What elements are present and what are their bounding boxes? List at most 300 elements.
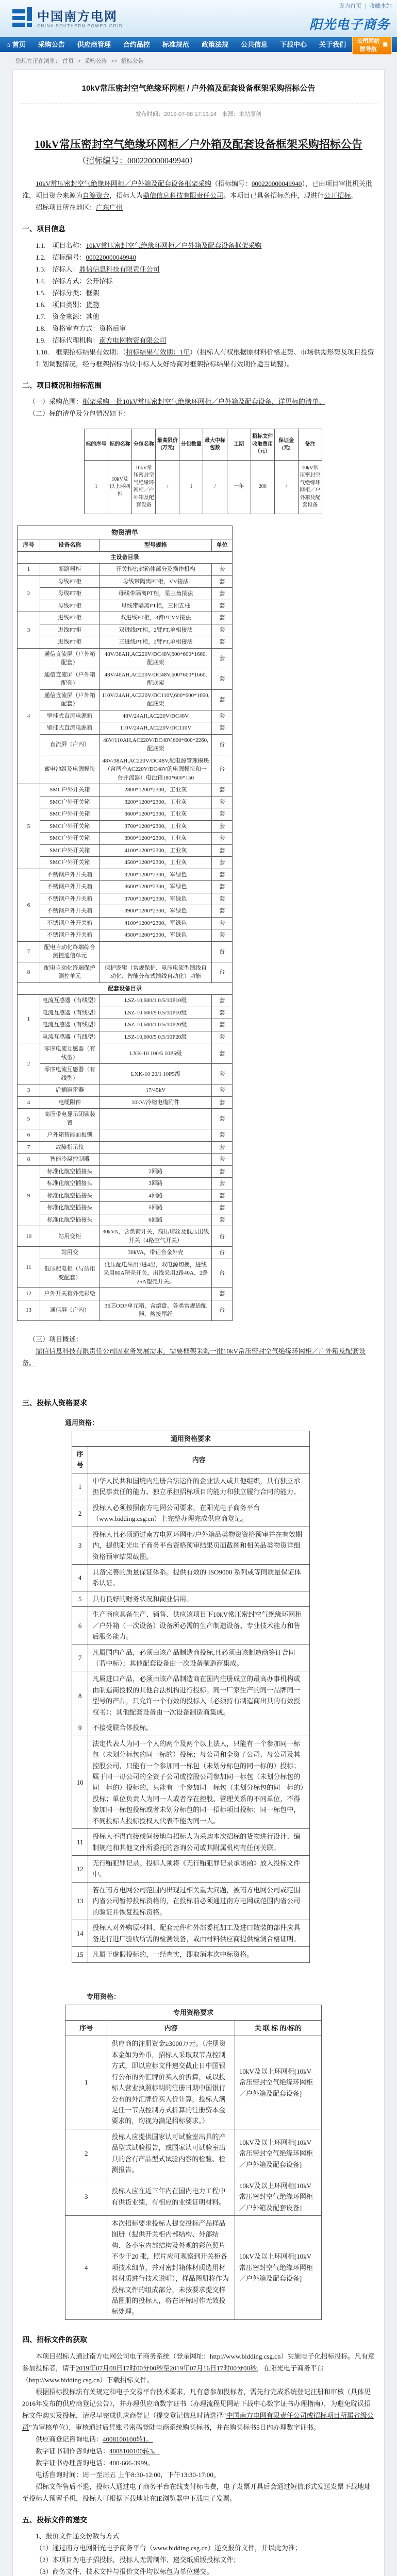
table-row — [72, 1431, 310, 1446]
home-icon: ⌂ — [6, 41, 10, 48]
table-row — [18, 526, 233, 539]
materials-unit: 套 — [212, 722, 233, 735]
table-row — [18, 881, 233, 893]
nav-item-3[interactable]: 合约品控 — [123, 41, 150, 48]
materials-unit: 台 — [212, 1247, 233, 1259]
generic-content: 具有良好的财务状况和商业信用。 — [88, 1591, 310, 1606]
materials-name: 不锈钢户外开关箱 — [40, 869, 100, 881]
paragraph: 根据招标投标法有关规定和电子交易平台技术要求，凡有意参加投标者，需先行完成系统登记注册和审核（具体见2016年发布的供应商登记公告），并办理供应商数字证书（办理流程见网站下载中心数字证书办理指南），为避免耽误招标文件购买及投标，请尽早完成供应商登记（提交登记信息时请选择“中国南方电网有限责任公司或招标项目所属省级公司”为审核单位），审核通过后凭账号密码登陆电商系统购买标书，并在购买标书5日内办理数字证书。 — [22, 2387, 374, 2431]
materials-unit: 套 — [212, 1109, 233, 1129]
materials-name: 低压配电柜（与站用变配套） — [40, 1259, 100, 1288]
table-row — [18, 710, 233, 722]
materials-unit: 台 — [212, 755, 233, 784]
materials-name: 不锈钢户外开关箱 — [40, 881, 100, 893]
table-row — [18, 689, 233, 710]
table-row — [18, 808, 233, 821]
materials-spec: 48V/110AH,AC220V/DC48V,600*600*2260,配底架 — [100, 734, 212, 755]
page-title: 10kV常压密封空气绝缘环网柜 / 户外箱及配套设备框架采购招标公告 — [20, 70, 377, 104]
materials-unit: 套 — [212, 917, 233, 929]
lots-cell: / — [274, 460, 298, 514]
table-row — [72, 1856, 310, 1883]
generic-no: 15 — [72, 1947, 88, 1962]
breadcrumb-separator: >> — [110, 58, 118, 64]
materials-unit: 台 — [212, 1226, 233, 1247]
table-row — [18, 1300, 233, 1320]
table-row — [18, 1226, 233, 1247]
nav-item-4[interactable]: 标准规范 — [162, 41, 189, 48]
materials-spec: 48V/24AH,AC220V/DC48V — [100, 710, 212, 722]
table-row — [72, 1447, 310, 1473]
materials-name: 通信直流屏（户外箱配套） — [40, 669, 100, 689]
materials-spec: 3200*1200*2300，军绿色 — [100, 869, 212, 881]
materials-unit: 套 — [212, 1084, 233, 1097]
materials-spec: 母线带隔离PT柜，三相五柱 — [100, 600, 212, 612]
materials-unit: 套 — [212, 1129, 233, 1142]
generic-content: 凡属进口产品，必须由该产品制造商在国内注册成立的最高办事机构或由制造商授权的其他合法机构进行投标。同一厂家生产的同一品牌同一型号的产品，只允许一个有效的投标人（必须持有制造商出具的有效授权书）；其他配套设备由一次设备制造商集成。 — [88, 1671, 310, 1720]
generic-header: 内容 — [88, 1447, 310, 1473]
materials-name: 电流互感器（有线型） — [40, 995, 100, 1007]
materials-unit: 套 — [212, 1019, 233, 1031]
section-1-heading: 一、项目信息 — [22, 224, 65, 233]
table-row — [18, 755, 233, 784]
materials-name: 标准化航空插接头 — [40, 1202, 100, 1214]
paragraph: 1、报价文件递交份数与方式 — [36, 2532, 120, 2540]
materials-spec — [100, 1288, 212, 1300]
materials-name: SMC户外开关箱 — [40, 796, 100, 808]
generic-no: 11 — [72, 1829, 88, 1856]
lots-cell: 10kV及以上环网柜 — [108, 460, 132, 514]
materials-name: 断路器柜 — [40, 564, 100, 576]
materials-unit: 套 — [212, 1043, 233, 1064]
breadcrumb-current[interactable]: 招标公告 — [121, 58, 144, 64]
materials-spec: 48V/40AH,AC220V/DC48V,600*600*1660,配底架 — [100, 669, 212, 689]
table-row — [18, 1214, 233, 1226]
materials-unit: 套 — [212, 796, 233, 808]
table-row — [18, 1247, 233, 1259]
table-row — [72, 1920, 310, 1947]
materials-unit: 套 — [212, 905, 233, 918]
document-title: 10kV常压密封空气绝缘环网柜／户外箱及配套设备框架采购招标公告 — [35, 138, 362, 150]
materials-spec — [100, 1129, 212, 1142]
special-header: 关 联 标 的/标的 — [235, 2020, 321, 2036]
table-row — [18, 636, 233, 649]
table-row — [18, 612, 233, 624]
logo-text — [37, 10, 123, 28]
tender-number-line: （招标编号：000220000049940） — [78, 156, 198, 165]
table-row — [18, 784, 233, 796]
paragraph: 1.9. 招标代理机构：南方电网物资有限公司 — [36, 336, 167, 344]
materials-spec: 10kV/冷缩电缆附件 — [100, 1096, 212, 1109]
materials-unit: 套 — [212, 564, 233, 576]
materials-spec: 2800*1200*2300，工业灰 — [100, 784, 212, 796]
materials-name: 智能冷凝控制器 — [40, 1154, 100, 1166]
publish-time-label: 发布时间： — [135, 111, 164, 117]
materials-unit: 套 — [212, 893, 233, 905]
materials-name: 壁挂式直流电源箱 — [40, 722, 100, 735]
table-row — [65, 2005, 322, 2020]
table-row — [65, 2036, 322, 2129]
materials-spec: 双进线PT柜，3臂PT,VV接法 — [100, 612, 212, 624]
materials-spec: 4500*1200*2300，工业灰 — [100, 857, 212, 869]
table-row — [72, 1947, 310, 1962]
table-row — [72, 1829, 310, 1856]
materials-unit: 套 — [212, 833, 233, 845]
materials-spec: 48V/38AH,AC220V/DC48V,配电源管理模块（含两台AC220V/DC48V的电源模块和一台并流器）电池箱180*600*150 — [100, 755, 212, 784]
paragraph: 本项目招标人通过南方电网公司电子商务系统（登录网址：http://www.bidding.csg.cn）实施电子化招标投标。凡有意参加投标者，请于2019年07月08日17时00分00秒至2019年07月16日17时00分00秒，在阳光电子商务平台（http://www.bidding.csg.cn）下载招标文件。 — [22, 2352, 375, 2384]
materials-no: 3 — [18, 1084, 40, 1097]
special-no: 1 — [65, 2036, 107, 2129]
generic-no: 3 — [72, 1527, 88, 1564]
lots-cell: 10kV常压密封空气绝缘环网柜／户外箱及配套设备 — [132, 460, 156, 514]
source-value: 本站原创 — [239, 111, 262, 117]
generic-no: 13 — [72, 1882, 88, 1920]
nav-items — [0, 37, 352, 52]
materials-unit: 套 — [212, 808, 233, 821]
site-group-nav-button[interactable] — [352, 35, 392, 55]
lots-header: 招标文件收取费用（元） — [251, 429, 274, 461]
lots-cell: 10kV常压密封空气绝缘环网柜／户外箱及配套设备 — [298, 460, 322, 514]
generic-header: 序号 — [72, 1447, 88, 1473]
materials-unit: 套 — [212, 1064, 233, 1084]
materials-name: 不锈钢户外开关箱 — [40, 905, 100, 918]
materials-unit: 套 — [212, 636, 233, 649]
table-row — [72, 1473, 310, 1500]
table-row — [18, 722, 233, 735]
utility-links — [339, 2, 392, 10]
document-body — [13, 120, 384, 2576]
materials-unit: 套 — [212, 1190, 233, 1202]
lots-header: 最高限价(万元) — [156, 429, 179, 461]
materials-no: 2 — [18, 1043, 40, 1084]
generic-qualification-label: 通用资格： — [65, 1418, 99, 1427]
table-row — [18, 857, 233, 869]
materials-name: 配电自动化终端保护测控单元 — [40, 962, 100, 982]
materials-no: 1 — [18, 564, 40, 576]
table-row — [18, 995, 233, 1007]
nav-item-0[interactable]: ⌂ 首页 — [6, 41, 26, 48]
special-no: 2 — [65, 2129, 107, 2178]
generic-no: 4 — [72, 1564, 88, 1591]
content-card — [12, 70, 385, 2576]
materials-spec: 3700*1200*2300，工业灰 — [100, 820, 212, 833]
materials-unit: 套 — [212, 857, 233, 869]
lots-cell: 1 — [179, 460, 203, 514]
favorite-link[interactable]: 收藏本站 — [369, 3, 392, 9]
materials-name: SMC户外开关箱 — [40, 844, 100, 857]
materials-section: 主设备目录 — [18, 551, 233, 564]
section-4-body — [22, 2350, 375, 2504]
site-logo[interactable] — [11, 7, 123, 31]
table-row — [18, 624, 233, 636]
materials-name: 标准化航空插接头 — [40, 1165, 100, 1178]
table-row — [18, 1007, 233, 1019]
generic-no: 8 — [72, 1671, 88, 1720]
materials-spec: 36芯ODF单元箱，含熔盘、各类常规适配器、熔接尾纤 — [100, 1300, 212, 1320]
table-row — [18, 796, 233, 808]
materials-spec: 母线带隔离PT柜，星三角接法 — [100, 588, 212, 600]
materials-no: 10 — [18, 1226, 40, 1247]
table-row — [72, 1882, 310, 1920]
special-no: 4 — [65, 2215, 107, 2319]
table-row — [85, 460, 322, 514]
project-info-list — [22, 240, 375, 370]
special-content: 投标人应在近三年内在国内电力工程中有供货业绩，有相应的业绩证明材料。 — [107, 2178, 235, 2215]
site-header — [0, 0, 397, 37]
generic-content: 投标人且必须通过南方电网环网柜/户外箱品类物资资格预审并在有效期内，提供阳光电子商务平台资格预审结果页面截图和相关品类物资详细资格预审结果截图。 — [88, 1527, 310, 1564]
paragraph: 1.10. 框架招标结果有效期：（招标结果有效期：1年）（招标人有权根据原材料价格走势、市场供需形势及项目投资计划调整情况，经与框架招标协议中标人友好协商对框架招标结果有效期作适当调整）。 — [36, 348, 374, 368]
materials-name: 通信直流屏（户外箱配套） — [40, 689, 100, 710]
materials-unit: 套 — [212, 1288, 233, 1300]
overview-paragraph: 鼎信信息科技有限责任公司因业务发展需求，需要框架采购一批10kV常压密封空气绝缘环网柜／户外箱及配套设备。 — [22, 1347, 366, 1367]
materials-name: 零序电流互感器（有线型） — [40, 1064, 100, 1084]
materials-name: 电流互感器（有线型） — [40, 1031, 100, 1043]
materials-spec: 母线带隔离PT柜，VV接法 — [100, 575, 212, 588]
overview-label: （三）项目概述： — [29, 1335, 83, 1343]
materials-name: 标准化航空插接头 — [40, 1214, 100, 1226]
materials-no: 11 — [18, 1247, 40, 1288]
generic-qualification-table — [72, 1431, 310, 1963]
table-row — [18, 905, 233, 918]
nav-item-5[interactable]: 政策法规 — [201, 41, 228, 48]
materials-unit: 套 — [212, 669, 233, 689]
materials-spec: 48V/38AH,AC220V/DC48V,600*600*1660,配底架 — [100, 648, 212, 669]
materials-name: 站用变 — [40, 1247, 100, 1259]
paragraph: 电话咨询时间：周一至周五 上午8:30-12:00，下午13:30-17:00。 — [36, 2470, 220, 2479]
table-row — [18, 820, 233, 833]
section-5-heading: 五、投标文件的递交 — [22, 2515, 87, 2524]
table-row — [72, 1645, 310, 1671]
materials-name: 蓄电池组及电源模块 — [40, 755, 100, 784]
article-meta — [13, 104, 384, 120]
materials-name: 标准化航空插接头 — [40, 1190, 100, 1202]
materials-table — [17, 526, 233, 1321]
special-target: 10kV及以上环网柜[10kV常压密封空气绝缘环网柜／户外箱及配套设备] — [235, 2178, 321, 2215]
materials-unit: 套 — [212, 710, 233, 722]
materials-name: 不锈钢户外开关箱 — [40, 893, 100, 905]
materials-name: 标准化航空插接头 — [40, 1178, 100, 1190]
materials-name: 高压带电显示闭锁装置 — [40, 1109, 100, 1129]
special-table-title: 专用资格要求 — [65, 2005, 322, 2020]
materials-name: 壁挂式直流电源箱 — [40, 710, 100, 722]
materials-unit: 套 — [212, 929, 233, 942]
materials-unit: 套 — [212, 1154, 233, 1166]
table-row — [18, 833, 233, 845]
materials-spec: 110V/24AH,AC220V/DC110V,600*600*1660,配底架 — [100, 689, 212, 710]
set-home-link[interactable]: 设为首页 — [339, 3, 362, 9]
lots-header: 保证金(元) — [274, 429, 298, 461]
materials-unit: 套 — [212, 588, 233, 600]
materials-name: 直流屏（户内） — [40, 734, 100, 755]
slogan-text: 阳光电子商务 — [309, 18, 390, 32]
breadcrumb-procurement[interactable]: 采购公告 — [84, 58, 107, 64]
table-row — [18, 941, 233, 962]
materials-name: 配电自动化终端综合测控通信单元 — [40, 941, 100, 962]
materials-spec: 3700*1200*2300，军绿色 — [100, 893, 212, 905]
breadcrumb — [0, 52, 397, 69]
lots-cell: 200 — [251, 460, 274, 514]
table-row — [18, 1031, 233, 1043]
table-row — [18, 962, 233, 982]
materials-spec: 5回路 — [100, 1202, 212, 1214]
table-row — [18, 1154, 233, 1166]
generic-content: 投标人对外购原材料、配套元件和外部委托加工及进口散装的部件应具备进行进厂验收所需的检测设备，或由材料供应商提供检测合格证明。 — [88, 1920, 310, 1947]
materials-no: 8 — [18, 1154, 40, 1166]
generic-no: 10 — [72, 1736, 88, 1829]
materials-unit: 套 — [212, 1031, 233, 1043]
materials-name: 电流互感器（有线型） — [40, 1019, 100, 1031]
table-row — [65, 2020, 322, 2036]
materials-unit: 套 — [212, 1214, 233, 1226]
materials-spec: LSZ-10 600/5 0.5/10P10级 — [100, 1007, 212, 1019]
section-3-heading: 三、投标人资格要求 — [22, 1398, 87, 1407]
materials-no: 4 — [18, 648, 40, 784]
materials-name: SMC户外开关箱 — [40, 820, 100, 833]
materials-no: 13 — [18, 1300, 40, 1320]
table-row — [72, 1607, 310, 1645]
materials-name: 故障指示仪 — [40, 1141, 100, 1154]
materials-spec: 30kVA，带铝合金外壳 — [100, 1247, 212, 1259]
materials-no: 6 — [18, 869, 40, 941]
materials-spec: 3600*1200*2300，军绿色 — [100, 881, 212, 893]
table-row — [18, 1141, 233, 1154]
materials-unit: 套 — [212, 1178, 233, 1190]
paragraph: 1.4. 招标方式：公开招标 — [36, 277, 113, 285]
nav-item-8[interactable]: 关于我们 — [319, 41, 346, 48]
breadcrumb-separator: > — [77, 58, 81, 64]
special-content: 本次招标要求投标人提交投标产品样品图册（提供开关柜内部结构、外部结构、各小室内部结构及外观的彩色照片不少于20 张，照片应可观察到开关柜各项技术细节，并对密封箱体材质选用材料材质进行技术说明），样品图册将作为投标文件的组成部分，未按要求提交样品图册的投标人，将在评标时作无效投标处理。 — [107, 2215, 235, 2319]
materials-unit: 套 — [212, 600, 233, 612]
table-row — [18, 929, 233, 942]
generic-content: 投标人必须按照南方电网公司要求，在阳光电子商务平台（www.bidding.csg.cn）上完整办理完成供应商登记。 — [88, 1500, 310, 1527]
materials-spec: 低压配电采用1进4出，双电源切换，进线采用80A塑壳开关，出线采用2路40A、2路25A塑壳开关。 — [100, 1259, 212, 1288]
paragraph: 1.8. 资格审查方式：资格后审 — [36, 324, 126, 332]
lots-table — [84, 429, 322, 514]
materials-name: 通信屏（户内） — [40, 1300, 100, 1320]
table-row — [18, 575, 233, 588]
materials-spec: LSZ-10,600/1 0.5/10P10级 — [100, 995, 212, 1007]
section-2-heading: 二、项目概况和招标范围 — [22, 381, 102, 389]
table-row — [18, 1084, 233, 1097]
generic-content: 若在南方电网公司范围内出现过相关重大问题，被南方电网公司或范围内省公司暂停投标资格的，在投标前必须通过南方电网或范围内省公司的验证并恢复投标资格。 — [88, 1882, 310, 1920]
special-no: 3 — [65, 2178, 107, 2215]
materials-header: 设备名称 — [40, 539, 100, 552]
table-row — [18, 1190, 233, 1202]
nav-item-1[interactable]: 采购公告 — [38, 41, 65, 48]
generic-no: 1 — [72, 1473, 88, 1500]
materials-name: 户外开关箱外壳彩绘 — [40, 1288, 100, 1300]
generic-no: 5 — [72, 1591, 88, 1606]
materials-spec: 保护逻辑（常规保护、电压电流型馈线自动化、智能分布式馈线自动化）功能 — [100, 962, 212, 982]
materials-name: 户外箱智能面板锁 — [40, 1129, 100, 1142]
materials-spec: 开关柜密封箱体部分及操作机构 — [100, 564, 212, 576]
materials-header: 单位 — [212, 539, 233, 552]
section-5-body — [22, 2530, 375, 2576]
special-header: 内容 — [107, 2020, 235, 2036]
table-row — [18, 1096, 233, 1109]
materials-unit: 套 — [212, 844, 233, 857]
materials-spec: 3回路 — [100, 1178, 212, 1190]
table-row — [18, 551, 233, 564]
list-note-line: （二）标的清单及分包情况如下： — [29, 410, 130, 418]
materials-spec: 4100*1200*2300，工业灰 — [100, 844, 212, 857]
materials-unit: 套 — [212, 612, 233, 624]
table-row — [65, 2215, 322, 2319]
table-row — [72, 1500, 310, 1527]
paragraph: 招标文件售后不退，投标人通过电子商务平台在线支付标书费，电子发票开具后会通过短信形式发送发票下载地址至投标人预留手机，投标人可根据下载地址在IE浏览器中下载电子发票。 — [22, 2482, 371, 2502]
logo-name-en: CHINA SOUTHERN POWER GRID — [37, 24, 123, 28]
special-target: 10kV及以上环网柜[10kV常压密封空气绝缘环网柜／户外箱及配套设备] — [235, 2129, 321, 2178]
generic-no: 12 — [72, 1856, 88, 1883]
breadcrumb-home[interactable]: 首页 — [62, 58, 74, 64]
materials-unit: 套 — [212, 1096, 233, 1109]
materials-spec: 3600*1200*2300，工业灰 — [100, 808, 212, 821]
special-qualification-label: 专用资格： — [87, 1992, 121, 2001]
table-row — [18, 588, 233, 600]
nav-item-6[interactable]: 公共信息 — [240, 41, 268, 48]
special-header: 序号 — [65, 2020, 107, 2036]
materials-name: 电流互感器（有线型） — [40, 1007, 100, 1019]
table-row — [65, 2129, 322, 2178]
materials-no: 5 — [18, 1109, 40, 1129]
materials-spec: 3200*1200*2300，工业灰 — [100, 796, 212, 808]
materials-spec: 30kVA，含负荷开关，高压熔丝及低压出线开关（4路空气开关） — [100, 1226, 212, 1247]
table-row — [18, 869, 233, 881]
materials-spec: 4100*1200*2300，军绿色 — [100, 917, 212, 929]
nav-item-2[interactable]: 供应商管理 — [77, 41, 111, 48]
nav-item-7[interactable]: 下载中心 — [279, 41, 307, 48]
materials-name: 进线PT柜 — [40, 624, 100, 636]
materials-no: 12 — [18, 1288, 40, 1300]
materials-unit: 套 — [212, 575, 233, 588]
table-row — [18, 1064, 233, 1084]
materials-name: 零序电流互感器（有线型） — [40, 1043, 100, 1064]
materials-spec: LSZ-10,600/1 0.5/10P20级 — [100, 1019, 212, 1031]
materials-no: 2 — [18, 575, 40, 612]
materials-name: 不锈钢户外开关箱 — [40, 929, 100, 942]
materials-spec: 3900*1200*2300，工业灰 — [100, 833, 212, 845]
materials-no: 1 — [18, 995, 40, 1043]
materials-name: 后插避雷器 — [40, 1084, 100, 1097]
materials-spec — [100, 1154, 212, 1166]
materials-name: SMC户外开关箱 — [40, 784, 100, 796]
generic-content: 不接受联合体投标。 — [88, 1720, 310, 1736]
materials-unit: 套 — [212, 1141, 233, 1154]
paragraph: 数字证书办理咨询电话：400-666-3999。 — [36, 2459, 154, 2467]
lots-header: 标的序号 — [85, 429, 108, 461]
materials-header: 型号规格 — [100, 539, 212, 552]
materials-spec: 4回路 — [100, 1190, 212, 1202]
materials-name: 母线PT柜 — [40, 588, 100, 600]
table-row — [18, 600, 233, 612]
table-row — [18, 1129, 233, 1142]
table-row — [18, 1019, 233, 1031]
materials-name: 母线PT柜 — [40, 600, 100, 612]
table-row — [72, 1564, 310, 1591]
materials-unit: 套 — [212, 1202, 233, 1214]
table-row — [18, 1043, 233, 1064]
materials-spec: 4500*1200*2300，军绿色 — [100, 929, 212, 942]
lots-header: 标的名称 — [108, 429, 132, 461]
table-row — [18, 893, 233, 905]
table-row — [65, 2178, 322, 2215]
generic-content: 中华人民共和国境内注册合法运作的企业法人或其他组织，具有独立承担民事责任的能力、独立承担招标项目的能力和独立履行合同的能力。 — [88, 1473, 310, 1500]
materials-spec: LXK-10 20/1 10P5级 — [100, 1064, 212, 1084]
materials-unit: 套 — [212, 881, 233, 893]
materials-no: 9 — [18, 1165, 40, 1226]
special-target: 10kV及以上环网柜[10kV常压密封空气绝缘环网柜／户外箱及配套设备] — [235, 2036, 321, 2129]
materials-unit: 套 — [212, 869, 233, 881]
materials-name: 进线PT柜 — [40, 612, 100, 624]
